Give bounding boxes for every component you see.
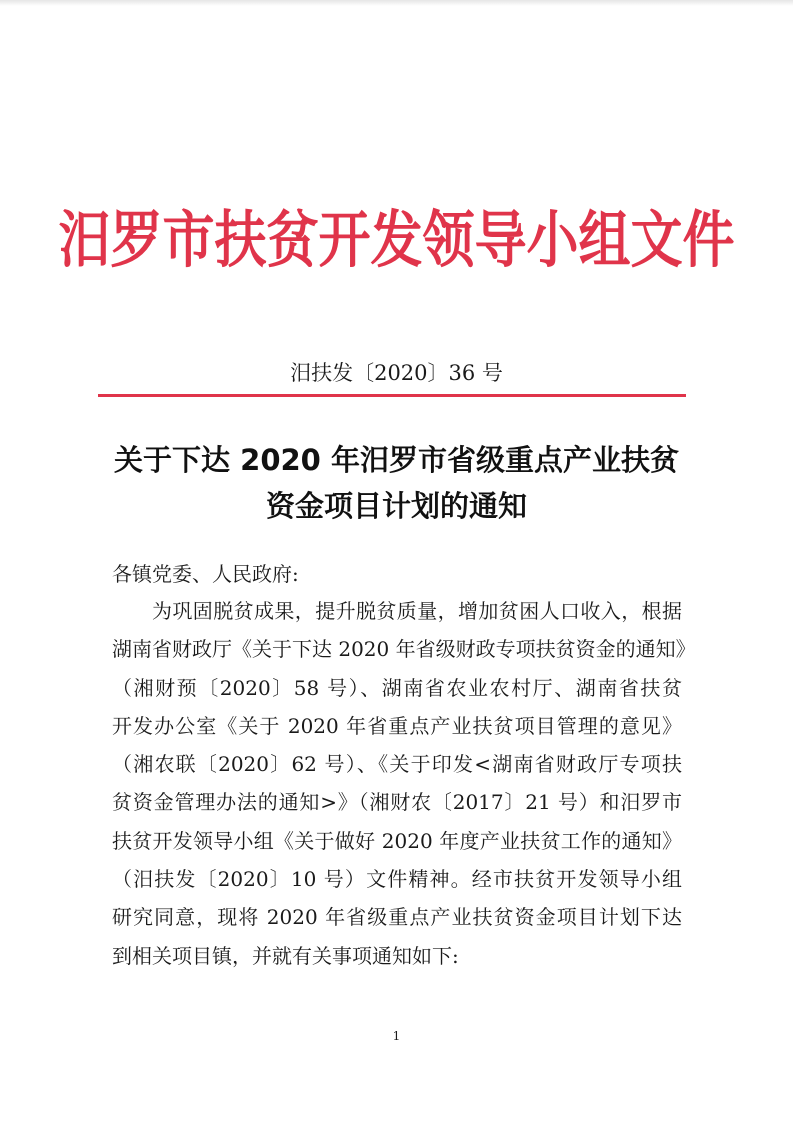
body-line: （湘财预〔2020〕58 号）、湖南省农业农村厅、湖南省扶贫 — [112, 675, 682, 700]
body-line: 开发办公室《关于 2020 年省重点产业扶贫项目管理的意见》 — [112, 713, 682, 738]
body-line: 扶贫开发领导小组《关于做好 2020 年度产业扶贫工作的通知》 — [112, 828, 682, 853]
document-number: 汨扶发〔2020〕36 号 — [290, 361, 503, 385]
body-line: 到相关项目镇，并就有关事项通知如下: — [112, 943, 459, 968]
body-text — [112, 592, 696, 975]
document-title — [0, 437, 793, 529]
document-title-line-1: 关于下达 2020 年汨罗市省级重点产业扶贫 — [114, 443, 679, 477]
body-line: （湘农联〔2020〕62 号）、《关于印发<湖南省财政厅专项扶 — [112, 752, 682, 777]
body-line: （汨扶发〔2020〕10 号）文件精神。经市扶贫开发领导小组 — [112, 867, 682, 892]
document-title-line-2: 资金项目计划的通知 — [265, 489, 527, 523]
body-line: 贫资金管理办法的通知>》（湘财农〔2017〕21 号）和汨罗市 — [112, 790, 682, 815]
body-line: 为巩固脱贫成果，提升脱贫质量，增加贫困人口收入，根据 — [152, 599, 682, 623]
body-line: 研究同意，现将 2020 年省级重点产业扶贫资金项目计划下达 — [112, 905, 682, 930]
red-divider-rule — [98, 394, 686, 397]
page-number: 1 — [392, 1029, 401, 1043]
salutation: 各镇党委、人民政府: — [112, 562, 299, 586]
document-header-title: 汨罗市扶贫开发领导小组文件 — [58, 205, 735, 277]
scan-edge — [0, 0, 793, 6]
body-line: 湖南省财政厅《关于下达 2020 年省级财政专项扶贫资金的通知》 — [112, 637, 696, 662]
